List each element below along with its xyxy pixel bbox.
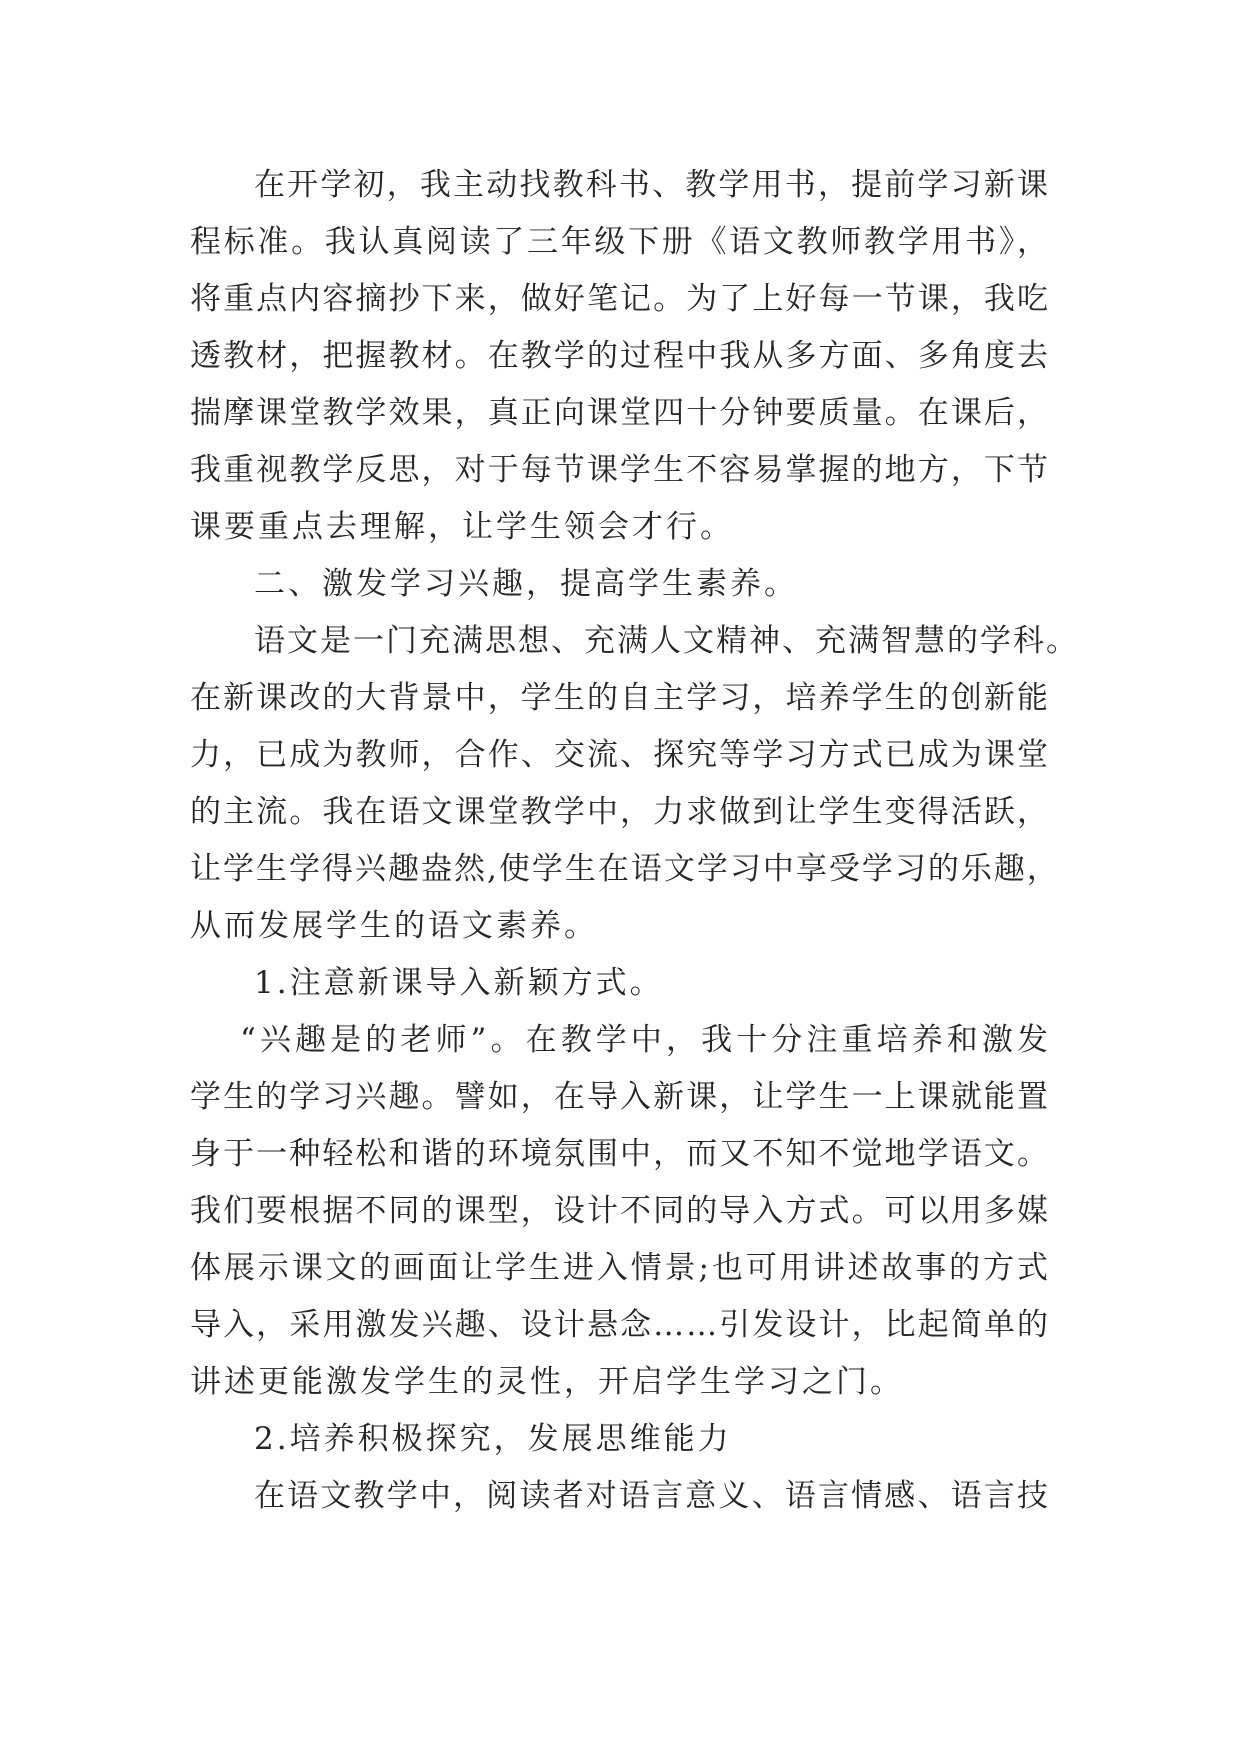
text-line: 讲述更能激发学生的灵性，开启学生学习之门。 [190, 1364, 904, 1400]
text-line: 课要重点去理解，让学生领会才行。 [190, 509, 734, 545]
text-line: 从而发展学生的语文素养。 [190, 908, 598, 944]
text-line: 在开学初，我主动找教科书、教学用书，提前学习新课 [254, 167, 1050, 203]
text-line: 语文是一门充满思想、充满人文精神、充满智慧的学科。 [254, 623, 1079, 659]
section-heading: 二、激发学习兴趣，提高学生素养。 [254, 566, 798, 602]
text-line: 身于一种轻松和谐的环境氛围中，而又不知不觉地学语文。 [190, 1136, 1050, 1172]
text-line: 透教材，把握教材。在教学的过程中我从多方面、多角度去 [190, 338, 1050, 374]
text-line: 学生的学习兴趣。譬如，在导入新课，让学生一上课就能置 [190, 1079, 1050, 1115]
text-line: 让学生学得兴趣盎然,使学生在语文学习中享受学习的乐趣， [190, 851, 1060, 887]
text-line: 程标准。我认真阅读了三年级下册《语文教师教学用书》， [190, 224, 1050, 260]
text-line: 体展示课文的画面让学生进入情景;也可用讲述故事的方式 [190, 1250, 1050, 1286]
text-line: 我重视教学反思，对于每节课学生不容易掌握的地方，下节 [190, 452, 1050, 488]
text-line: 将重点内容摘抄下来，做好笔记。为了上好每一节课，我吃 [190, 281, 1050, 317]
text-line: 导入，采用激发兴趣、设计悬念……引发设计，比起简单的 [190, 1307, 1050, 1343]
text-line: 在新课改的大背景中，学生的自主学习，培养学生的创新能 [190, 680, 1050, 716]
text-line: 揣摩课堂教学效果，真正向课堂四十分钟要质量。在课后， [190, 395, 1050, 431]
text-line: 在语文教学中，阅读者对语言意义、语言情感、语言技 [254, 1478, 1050, 1514]
subsection-heading: 2.培养积极探究，发展思维能力 [254, 1421, 732, 1457]
subsection-heading: 1.注意新课导入新颖方式。 [254, 965, 664, 1001]
document-body [190, 157, 1079, 1525]
text-line: “兴趣是的老师”。在教学中，我十分注重培养和激发 [240, 1022, 1050, 1058]
text-line: 我们要根据不同的课型，设计不同的导入方式。可以用多媒 [190, 1193, 1050, 1229]
text-line: 力，已成为教师，合作、交流、探究等学习方式已成为课堂 [190, 737, 1050, 773]
text-line: 的主流。我在语文课堂教学中，力求做到让学生变得活跃， [190, 794, 1050, 830]
